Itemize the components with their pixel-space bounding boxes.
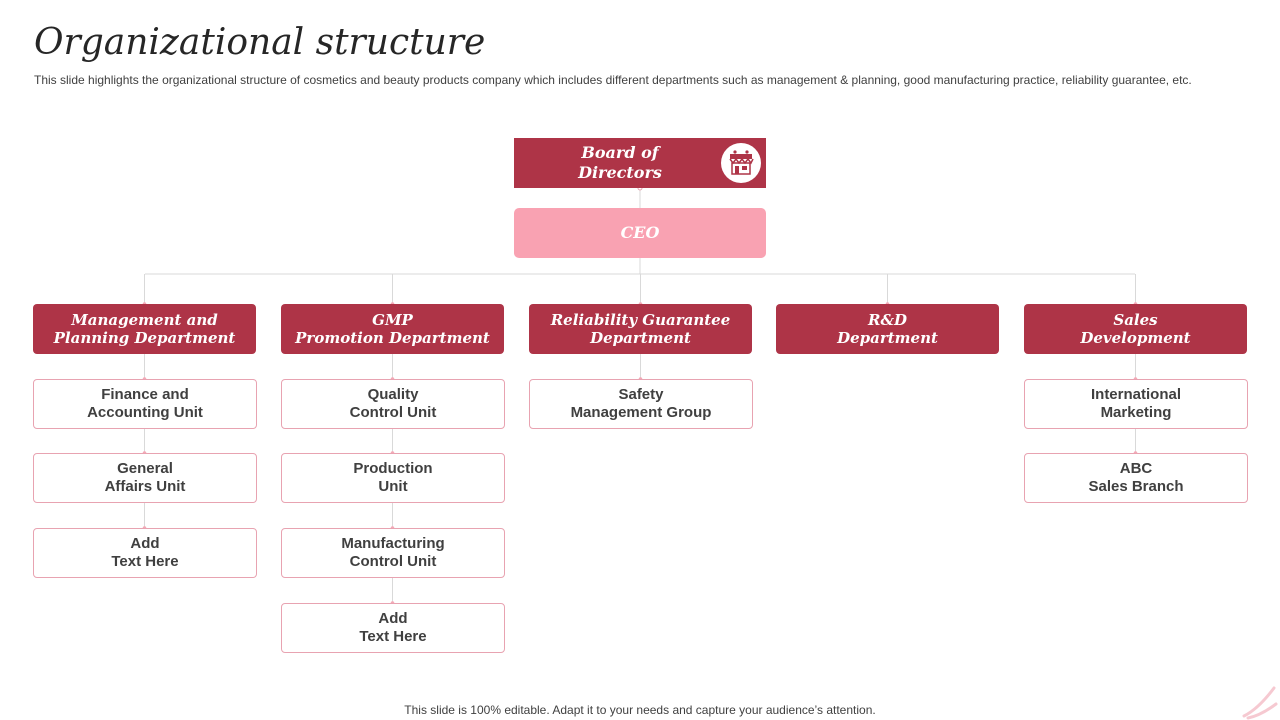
department-box-gmp-promotion: GMP Promotion Department: [281, 304, 504, 354]
department-box-rnd: R&D Department: [776, 304, 999, 354]
board-of-directors-box: Board of Directors: [514, 138, 766, 188]
ceo-box: CEO: [514, 208, 766, 258]
department-box-sales-development: Sales Development: [1024, 304, 1247, 354]
unit-box: Production Unit: [281, 453, 505, 503]
department-box-management-planning: Management and Planning Department: [33, 304, 256, 354]
building-icon: [721, 143, 761, 183]
unit-box: Add Text Here: [33, 528, 257, 578]
slide-subtitle: This slide highlights the organizational structure of cosmetics and beauty products company which includes different departments such as management & planning, good manufacturing practice, reliability guarantee, etc.: [34, 73, 1192, 87]
department-box-reliability-guarantee: Reliability Guarantee Department: [529, 304, 752, 354]
unit-box: Quality Control Unit: [281, 379, 505, 429]
unit-box: Safety Management Group: [529, 379, 753, 429]
slide-footer: This slide is 100% editable. Adapt it to your needs and capture your audience’s attention.: [404, 703, 876, 717]
slide-title: Organizational structure: [34, 22, 486, 63]
unit-box: General Affairs Unit: [33, 453, 257, 503]
unit-box: Finance and Accounting Unit: [33, 379, 257, 429]
unit-box: International Marketing: [1024, 379, 1248, 429]
unit-box: Add Text Here: [281, 603, 505, 653]
unit-box: ABC Sales Branch: [1024, 453, 1248, 503]
unit-box: Manufacturing Control Unit: [281, 528, 505, 578]
